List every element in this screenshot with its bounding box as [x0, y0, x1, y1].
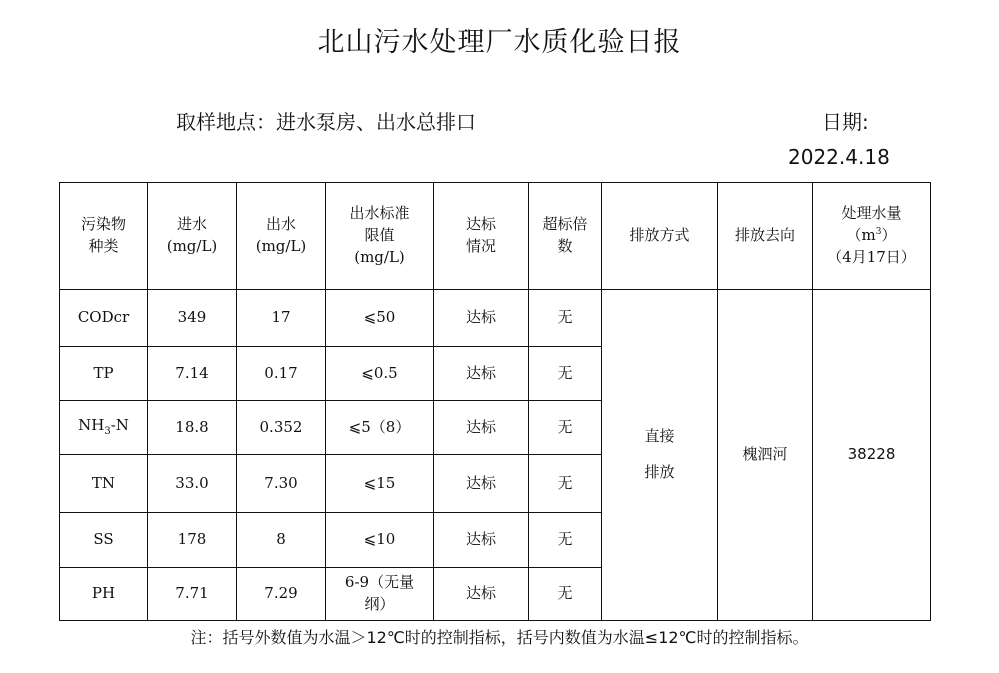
pollutant-cell: $NH_3-N$	[60, 401, 148, 455]
influent-cell: 18.8	[148, 401, 237, 455]
limit-cell: ⩽15	[326, 455, 434, 513]
status-cell: 达标	[434, 347, 529, 401]
limit-cell: ⩽50	[326, 290, 434, 347]
pollutant-cell: CODcr	[60, 290, 148, 347]
header-discharge-method: 排放方式	[602, 183, 718, 290]
exceed-cell: 无	[529, 568, 602, 621]
influent-cell: 349	[148, 290, 237, 347]
date-value: 2022.4.18	[788, 145, 890, 169]
effluent-cell: 17	[237, 290, 326, 347]
header-row	[60, 183, 931, 290]
discharge-method-cell	[602, 290, 718, 621]
table-row	[60, 290, 931, 347]
exceed-cell: 无	[529, 455, 602, 513]
header-pollutant: 污染物 种类	[60, 183, 148, 290]
header-influent: 进水 (mg/L)	[148, 183, 237, 290]
pollutant-cell: PH	[60, 568, 148, 621]
status-cell: 达标	[434, 401, 529, 455]
effluent-cell: 7.29	[237, 568, 326, 621]
header-discharge-destination: 排放去向	[718, 183, 813, 290]
pollutant-cell: TP	[60, 347, 148, 401]
influent-cell: 178	[148, 513, 237, 568]
discharge-method-line-1: 直接	[644, 427, 675, 446]
volume-cell: 38228	[813, 290, 931, 621]
limit-cell: ⩽5（8）	[326, 401, 434, 455]
limit-cell: ⩽10	[326, 513, 434, 568]
effluent-cell: 0.17	[237, 347, 326, 401]
header-volume-date: （4月17日）	[827, 247, 916, 266]
header-volume-unit: $(m^3)$	[846, 226, 897, 245]
pollutant-cell: TN	[60, 455, 148, 513]
influent-cell: 7.71	[148, 568, 237, 621]
limit-cell: 6-9（无量 纲）	[326, 568, 434, 621]
header-limit: 出水标准 限值 (mg/L)	[326, 183, 434, 290]
sampling-location: 取样地点：进水泵房、出水总排口	[176, 110, 476, 134]
status-cell: 达标	[434, 513, 529, 568]
status-cell: 达标	[434, 455, 529, 513]
discharge-method-line-2: 排放	[644, 463, 675, 481]
status-cell: 达标	[434, 568, 529, 621]
exceed-cell: 无	[529, 290, 602, 347]
effluent-cell: 0.352	[237, 401, 326, 455]
limit-cell: ⩽0.5	[326, 347, 434, 401]
status-cell: 达标	[434, 290, 529, 347]
effluent-cell: 8	[237, 513, 326, 568]
influent-cell: 33.0	[148, 455, 237, 513]
exceed-cell: 无	[529, 347, 602, 401]
header-exceed-multiple: 超标倍 数	[529, 183, 602, 290]
exceed-cell: 无	[529, 401, 602, 455]
footnote: 注：括号外数值为水温＞12℃时的控制指标，括号内数值为水温≤12℃时的控制指标。	[190, 628, 809, 647]
header-compliance: 达标 情况	[434, 183, 529, 290]
discharge-destination-cell: 槐泗河	[718, 290, 813, 621]
date-label: 日期:	[822, 110, 869, 134]
header-effluent: 出水 (mg/L)	[237, 183, 326, 290]
header-volume	[813, 183, 931, 290]
water-quality-table	[59, 182, 931, 621]
exceed-cell: 无	[529, 513, 602, 568]
influent-cell: 7.14	[148, 347, 237, 401]
report-title: 北山污水处理厂水质化验日报	[317, 27, 682, 58]
effluent-cell: 7.30	[237, 455, 326, 513]
header-volume-title: 处理水量	[841, 204, 902, 223]
pollutant-cell: SS	[60, 513, 148, 568]
